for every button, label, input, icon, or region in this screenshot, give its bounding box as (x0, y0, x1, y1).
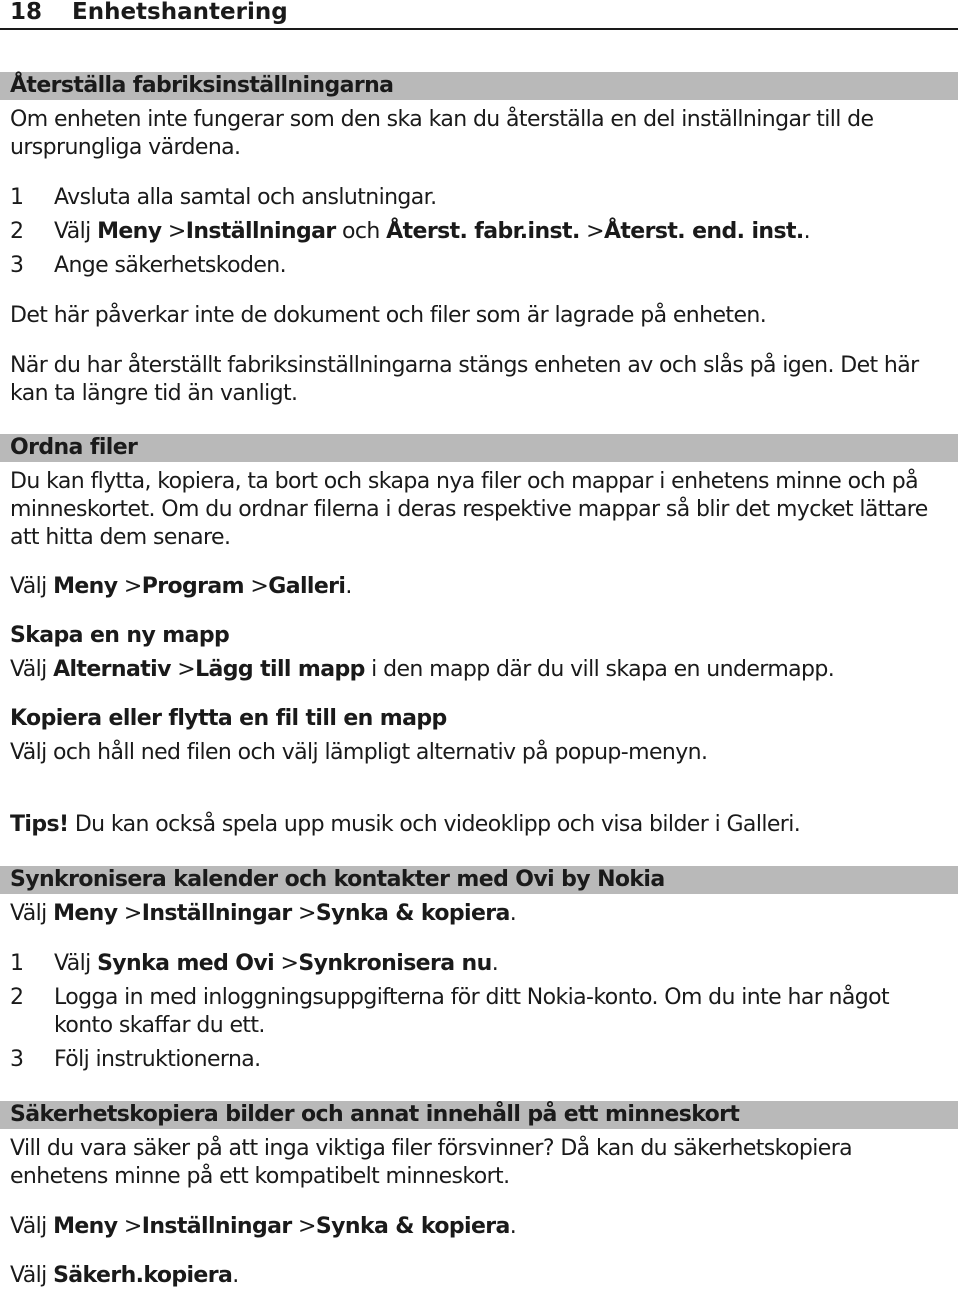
tip-line (10, 811, 800, 839)
page-header (0, 0, 958, 30)
organize-select-path (10, 573, 352, 601)
sync-heading: Synkronisera kalender och kontakter med Ovi by Nokia (0, 866, 958, 894)
organize-heading: Ordna filer (0, 434, 958, 462)
reset-heading: Återställa fabriksinställningarna (0, 72, 958, 100)
gt-separator: > (177, 657, 196, 682)
gt-separator: > (123, 1214, 142, 1239)
sync-step2-number: 2 (10, 985, 24, 1010)
menu-link: Meny (97, 219, 162, 244)
period: . (803, 219, 811, 244)
gt-separator: > (298, 901, 316, 926)
reset-intro-line2: ursprungliga värdena. (10, 135, 241, 160)
sync-step3-number: 3 (10, 1047, 24, 1072)
backup-p1-line2: enhetens minne på ett kompatibelt minneskort. (10, 1164, 510, 1189)
organize-p1-line2: minneskortet. Om du ordnar filerna i deras respektive mappar så blir det mycket lättare (10, 497, 928, 522)
page-number: 18 (10, 0, 43, 25)
new-folder-rest: i den mapp där du vill skapa en undermapp. (371, 657, 835, 682)
sync-copy-link: Synka & kopiera (315, 1214, 510, 1239)
add-folder-link: Lägg till mapp (195, 657, 365, 682)
word-valj: Välj (10, 1214, 47, 1239)
sync-step2-line1: Logga in med inloggningsuppgifterna för ditt Nokia-konto. Om du inte har något (54, 985, 890, 1010)
word-valj: Välj (10, 574, 47, 599)
gt-separator: > (167, 219, 186, 244)
backup-link: Säkerh.kopiera (53, 1263, 233, 1288)
chapter-title: Enhetshantering (72, 0, 288, 25)
backup-p1-line1: Vill du vara säker på att inga viktiga filer försvinner? Då kan du säkerhetskopiera (10, 1136, 853, 1161)
menu-link: Meny (53, 901, 118, 926)
reset-factory-link: Återst. fabr.inst. (386, 219, 580, 244)
copy-heading: Kopiera eller flytta en fil till en mapp (10, 706, 447, 731)
reset-step1-text: Avsluta alla samtal och anslutningar. (54, 185, 437, 210)
program-link: Program (141, 574, 244, 599)
word-valj: Välj (54, 219, 91, 244)
sync-select-path (10, 900, 516, 928)
reset-note2-line1: När du har återställt fabriksinställningarna stängs enheten av och slås på igen. Det här (10, 353, 919, 378)
word-och: och (342, 219, 380, 244)
period: . (509, 901, 517, 926)
sync-step1-number: 1 (10, 951, 24, 976)
backup-heading: Säkerhetskopiera bilder och annat innehåll på ett minneskort (0, 1101, 958, 1129)
reset-end-link: Återst. end. inst. (603, 219, 804, 244)
organize-p1-line3: att hitta dem senare. (10, 525, 231, 550)
reset-step2-number: 2 (10, 219, 24, 244)
gt-separator: > (280, 951, 299, 976)
gt-separator: > (123, 574, 142, 599)
backup-select-path (10, 1213, 516, 1241)
reset-intro-line1: Om enheten inte fungerar som den ska kan du återställa en del inställningar till de (10, 107, 874, 132)
new-folder-heading: Skapa en ny mapp (10, 623, 230, 648)
tip-text: Du kan också spela upp musik och videoklipp och visa bilder i Galleri. (74, 812, 801, 837)
reset-note1: Det här påverkar inte de dokument och filer som är lagrade på enheten. (10, 303, 767, 328)
reset-step3-number: 3 (10, 253, 24, 278)
sync-copy-link: Synka & kopiera (315, 901, 510, 926)
new-folder-text (10, 656, 834, 684)
sync-step1-text (54, 950, 498, 978)
word-valj: Välj (10, 657, 47, 682)
word-valj: Välj (10, 901, 47, 926)
options-link: Alternativ (53, 657, 171, 682)
sync-now-link: Synkronisera nu (298, 951, 492, 976)
settings-link: Inställningar (185, 219, 336, 244)
period: . (232, 1263, 239, 1288)
gallery-link: Galleri (268, 574, 346, 599)
reset-step3-text: Ange säkerhetskoden. (54, 253, 286, 278)
sync-ovi-link: Synka med Ovi (97, 951, 275, 976)
period: . (345, 574, 352, 599)
backup-final (10, 1262, 239, 1290)
period: . (491, 951, 499, 976)
menu-link: Meny (53, 574, 118, 599)
reset-step1-number: 1 (10, 185, 24, 210)
word-valj: Välj (54, 951, 91, 976)
sync-step2-line2: konto skaffar du ett. (54, 1013, 265, 1038)
organize-p1-line1: Du kan flytta, kopiera, ta bort och skapa nya filer och mappar i enhetens minne och på (10, 469, 918, 494)
reset-step2-text (54, 218, 810, 246)
reset-note2-line2: kan ta längre tid än vanligt. (10, 381, 298, 406)
period: . (509, 1214, 517, 1239)
copy-text: Välj och håll ned filen och välj lämpligt alternativ på popup-menyn. (10, 740, 708, 765)
word-valj: Välj (10, 1263, 47, 1288)
gt-separator: > (250, 574, 269, 599)
settings-link: Inställningar (141, 901, 292, 926)
settings-link: Inställningar (141, 1214, 292, 1239)
gt-separator: > (298, 1214, 316, 1239)
sync-step3-text: Följ instruktionerna. (54, 1047, 261, 1072)
gt-separator: > (586, 219, 604, 244)
gt-separator: > (123, 901, 142, 926)
menu-link: Meny (53, 1214, 118, 1239)
tip-label: Tips! (10, 812, 69, 837)
